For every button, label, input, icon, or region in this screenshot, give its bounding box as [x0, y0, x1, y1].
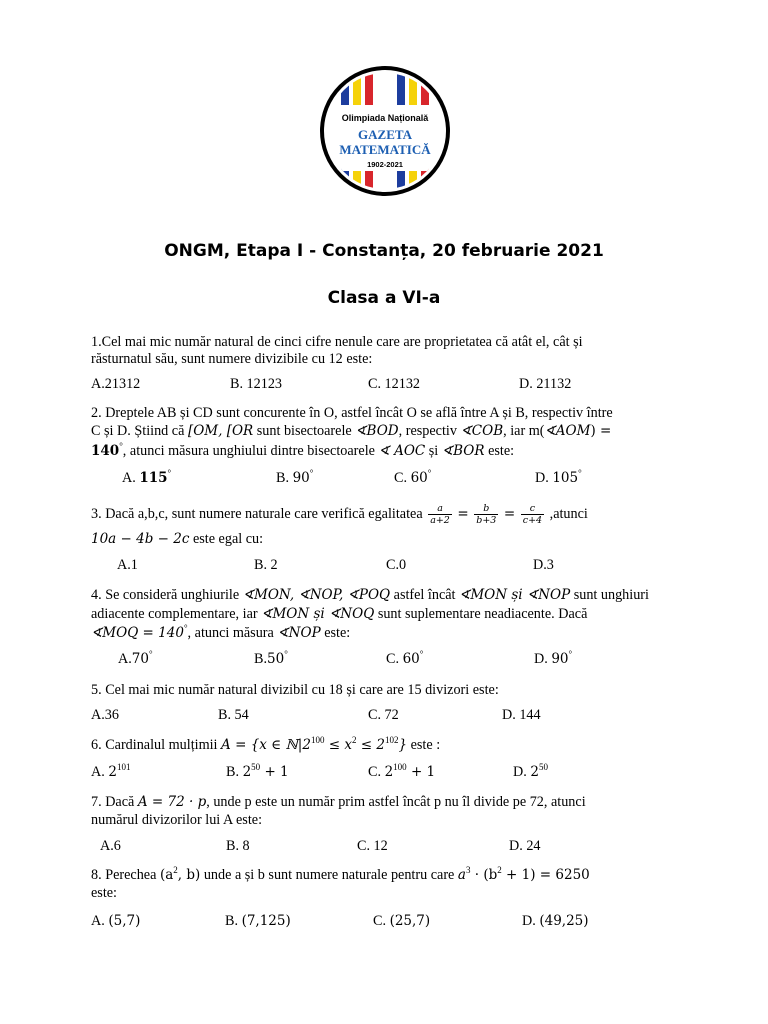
fraction-a: $\frac{a}{a+2}$	[430, 503, 450, 526]
q2-option-c: C. 60°	[394, 468, 432, 486]
olympiad-logo	[317, 63, 453, 199]
q7-text-line1: 7. Dacă A = 72 · p, unde p este un număr prim astfel încât p nu îl divide pe 72, atunci	[91, 794, 586, 810]
q5-option-a: A.36	[91, 707, 119, 723]
q3-option-d: D.3	[533, 557, 554, 573]
q3-option-a: A.1	[117, 557, 138, 573]
q4-text-line1: 4. Se consideră unghiurile ∢MON, ∢NOP, ∢POQ astfel încât ∢MON și ∢NOP sunt unghiuri	[91, 587, 649, 603]
q2-option-b: B. 90°	[276, 468, 314, 486]
q2-text-line2: C și D. Știind că [OM, [OR sunt bisectoarele ∢BOD, respectiv ∢COB, iar m(∢AOM) =	[91, 423, 612, 439]
logo-top-text: Olimpiada Națională	[341, 113, 429, 123]
q6-option-a: A. $2^{101}$	[91, 762, 131, 780]
exam-title: ONGM, Etapa I - Constanța, 20 februarie 2021	[164, 241, 604, 261]
q2-text-line1: 2. Dreptele AB și CD sunt concurente în O, astfel încât O se află între A și B, respectiv între	[91, 405, 613, 421]
q3-option-b: B. 2	[254, 557, 278, 573]
q7-option-a: A.6	[100, 838, 121, 854]
q5-option-c: C. 72	[368, 707, 399, 723]
q7-option-d: D. 24	[509, 838, 541, 854]
q7-option-c: C. 12	[357, 838, 388, 854]
q6-option-d: D. $2^{50}$	[513, 762, 548, 780]
q8-option-c: C. (25,7)	[373, 913, 431, 929]
q2-option-a: A. 115°	[122, 468, 172, 486]
q1-text-line1: 1.Cel mai mic număr natural de cinci cifre nenule care are proprietatea că atât el, cât și	[91, 334, 583, 350]
q5-text-line1: 5. Cel mai mic număr natural divizibil cu 18 și care are 15 divizori este:	[91, 682, 499, 698]
q7-text-line2: numărul divizorilor lui A este:	[91, 812, 263, 828]
logo-name-line1: GAZETA	[358, 127, 412, 142]
q8-text-line2: este:	[91, 885, 117, 901]
q3-option-c: C.0	[386, 557, 407, 573]
q4-option-c: C. 60°	[386, 649, 424, 667]
q1-option-a: A.21312	[91, 376, 141, 392]
q8-option-b: B. (7,125)	[225, 913, 291, 929]
q4-option-d: D. 90°	[534, 649, 573, 667]
q4-text-line3: ∢MOQ = 140°, atunci măsura ∢NOP este:	[91, 623, 351, 641]
q4-text-line2: adiacente complementare, iar ∢MON și ∢NOQ sunt suplementare neadiacente. Dacă	[91, 606, 588, 622]
q5-option-d: D. 144	[502, 707, 541, 723]
q3-text-line2: 10a − 4b − 2c este egal cu:	[91, 531, 264, 547]
fraction-b: $\frac{b}{b+3}$	[476, 503, 497, 526]
q2-text-line3: 140°, atunci măsura unghiului dintre bisectoarele ∢ AOC și ∢BOR este:	[91, 441, 515, 459]
q4-option-a: A.70°	[118, 649, 153, 667]
q1-text-line2: răsturnatul său, sunt numere divizibile cu 12 este:	[91, 351, 373, 367]
q2-option-d: D. 105°	[535, 468, 582, 486]
q8-text-line1: 8. Perechea ($a^2$, b) unde a și b sunt numere naturale pentru care $a^3 \cdot (b^2 + 1) = 6250$	[91, 865, 590, 883]
fraction-c: $\frac{c}{c+4}$	[522, 503, 543, 526]
q1-option-b: B. 12123	[230, 376, 283, 392]
q8-option-a: A. (5,7)	[91, 913, 141, 929]
q1-option-d: D. 21132	[519, 376, 572, 392]
q6-text-line1: 6. Cardinalul mulțimii A = {x ∈ $ℕ|2^{100} \le x^2 \le 2^{102}$} este :	[91, 735, 441, 753]
q6-option-c: C. $2^{100} + 1$	[368, 762, 436, 780]
class-title: Clasa a VI-a	[327, 288, 441, 308]
q6-option-b: B. $2^{50} + 1$	[226, 762, 289, 780]
q8-option-d: D. (49,25)	[522, 913, 589, 929]
logo-name-line2: MATEMATICĂ	[339, 142, 431, 157]
q7-option-b: B. 8	[226, 838, 250, 854]
q3-text-line1: 3. Dacă a,b,c, sunt numere naturale care verifică egalitatea $\frac{a}{a+2}$ = $\frac{b}{b+3}$ = $\frac{c}{c+4}$ ,atunci	[91, 503, 588, 526]
q4-option-b: B.50°	[254, 649, 288, 667]
q5-option-b: B. 54	[218, 707, 249, 723]
logo-years: 1902-2021	[367, 160, 403, 169]
q1-option-c: C. 12132	[368, 376, 421, 392]
